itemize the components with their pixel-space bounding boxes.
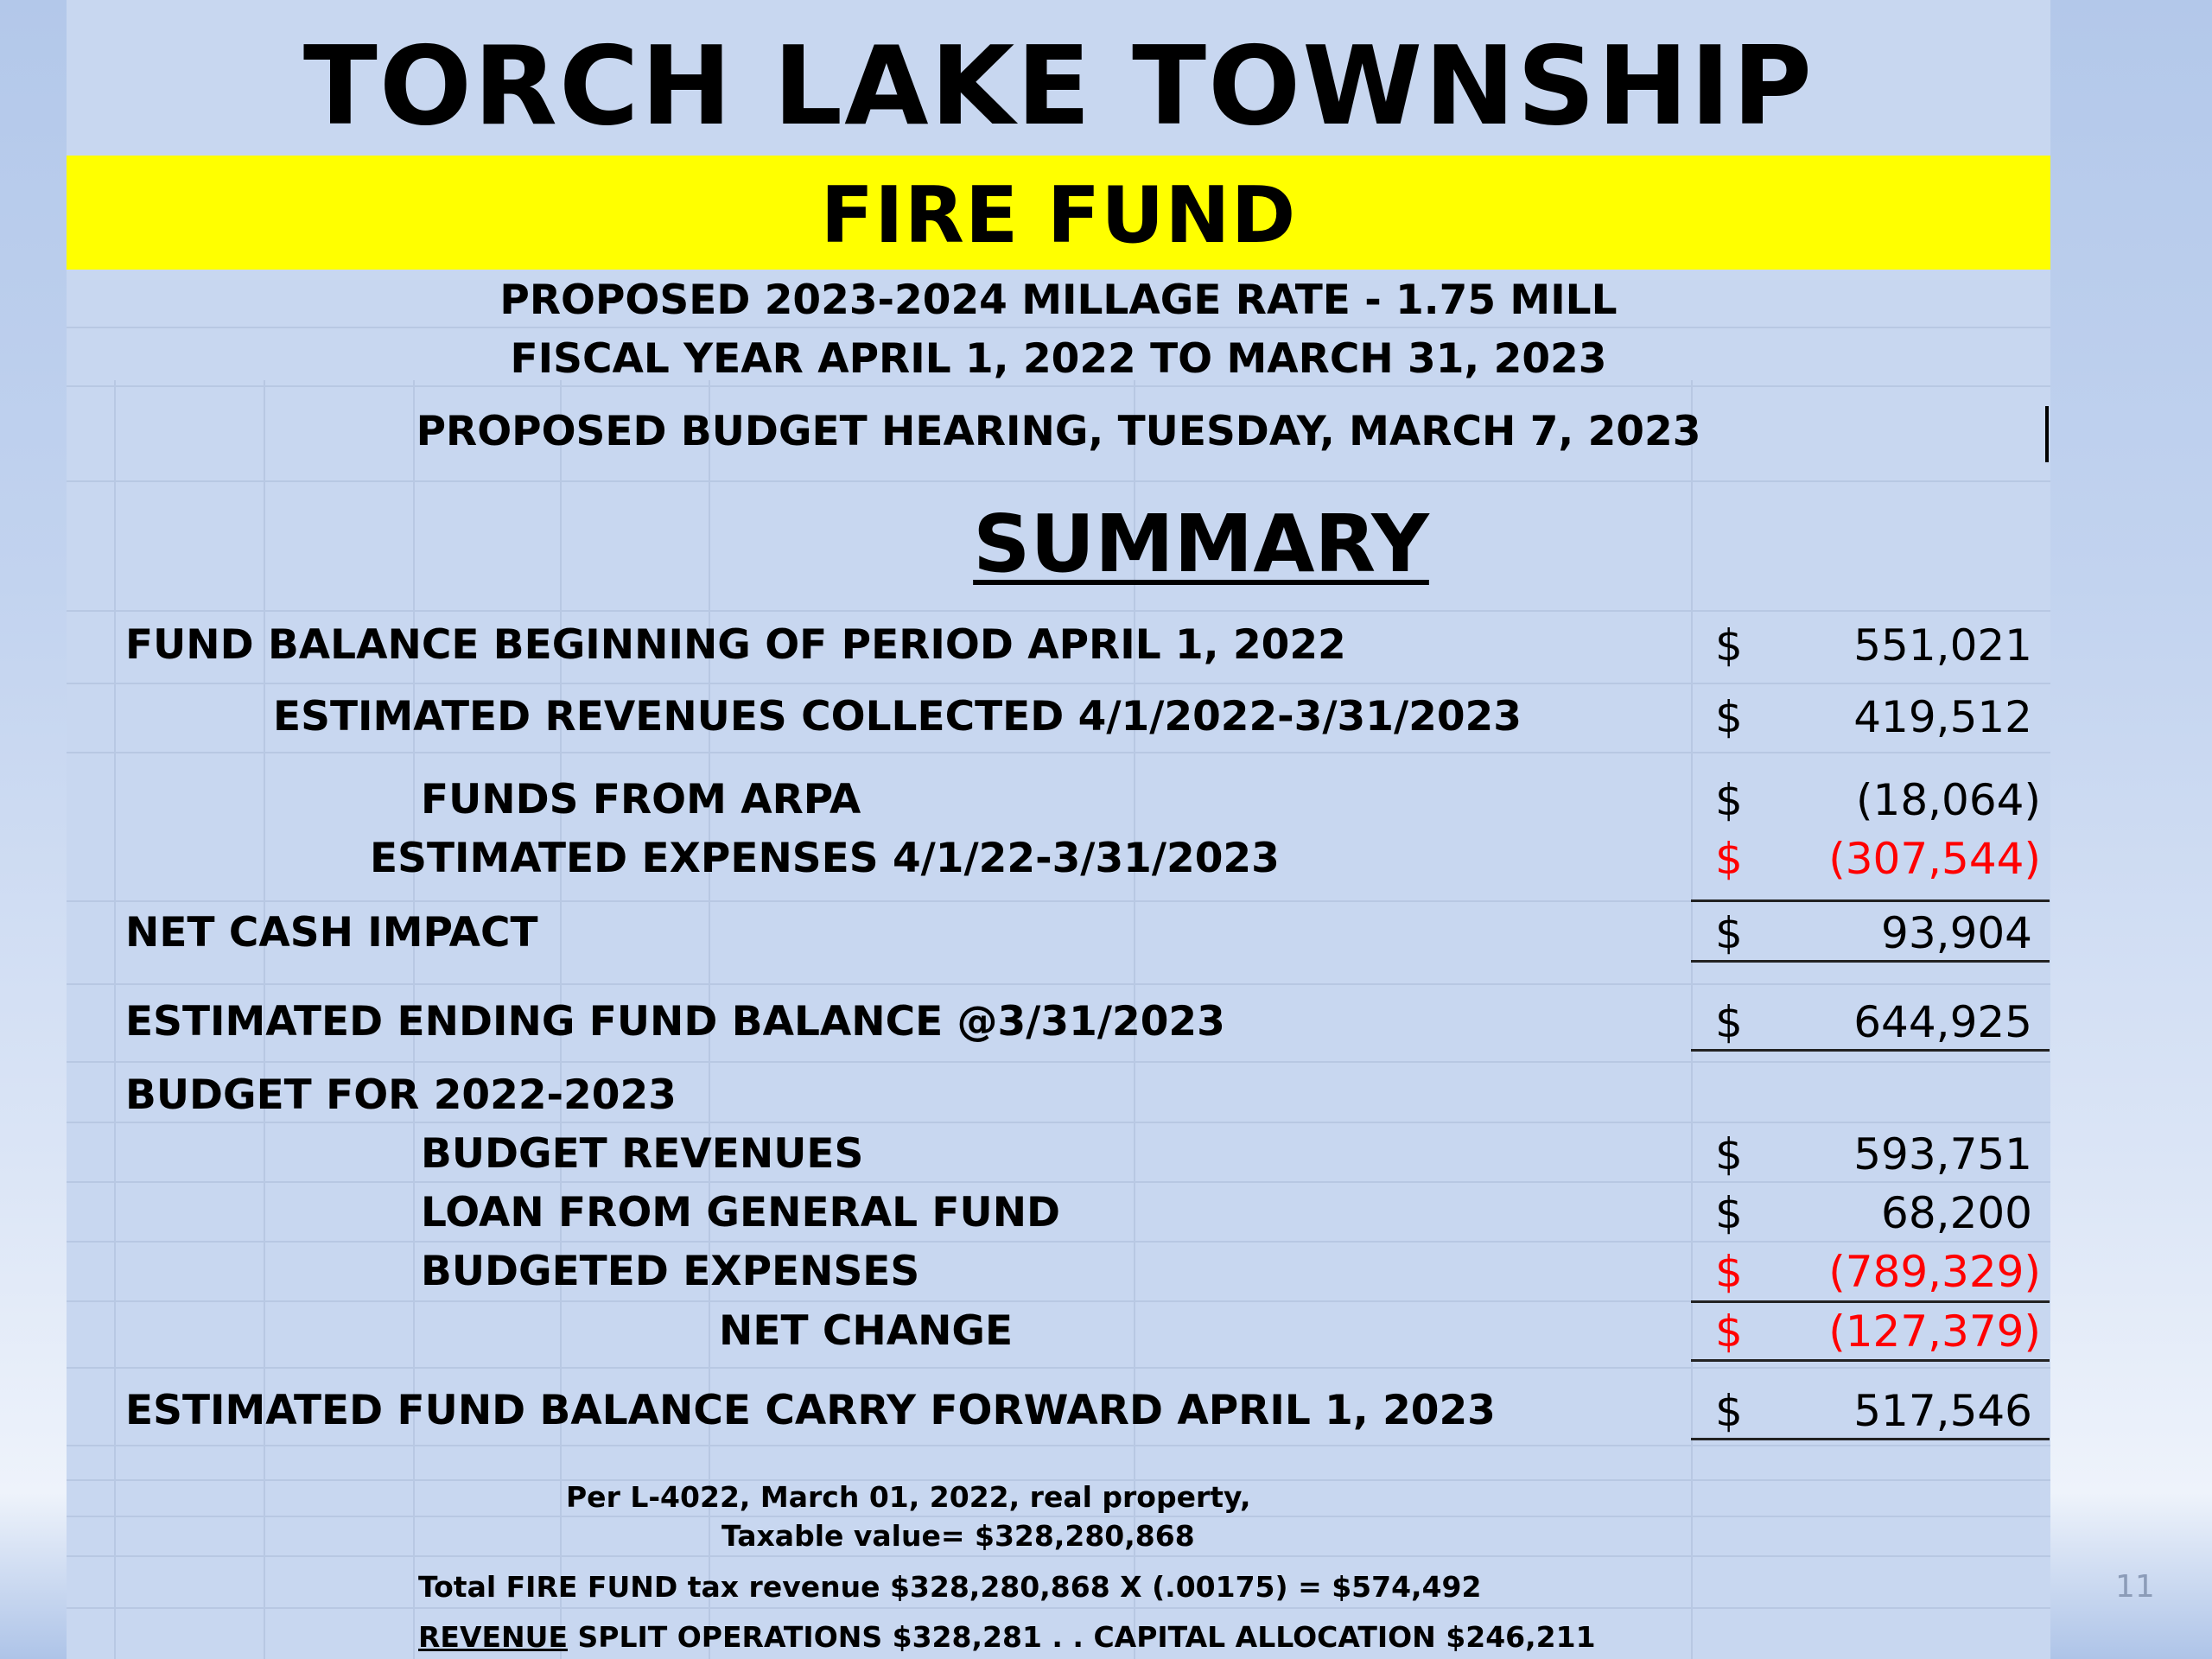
total-rule <box>1691 1049 2050 1052</box>
grid-line <box>67 752 2050 753</box>
grid-line <box>67 610 2050 612</box>
fund-balance-begin-label: FUND BALANCE BEGINNING OF PERIOD APRIL 1, 2022 <box>125 621 1346 669</box>
grid-line <box>67 683 2050 684</box>
dollar-sign: $ <box>1715 775 1743 825</box>
note-revenue-word: REVENUE <box>418 1620 568 1654</box>
net-change-label: NET CHANGE <box>719 1307 1014 1355</box>
fund-name: FIRE FUND <box>820 170 1297 261</box>
millage-rate: PROPOSED 2023-2024 MILLAGE RATE - 1.75 MILL <box>499 276 1618 324</box>
grid-line <box>67 1555 2050 1557</box>
budget-heading: BUDGET FOR 2022-2023 <box>125 1071 677 1119</box>
dollar-sign: $ <box>1715 1247 1743 1297</box>
dollar-sign: $ <box>1715 1188 1743 1238</box>
subtotal-rule <box>1691 1300 2050 1303</box>
arpa-label: FUNDS FROM ARPA <box>421 776 861 823</box>
grid-line <box>67 1367 2050 1369</box>
total-rule <box>1691 960 2050 963</box>
page-number: 11 <box>2115 1569 2155 1605</box>
grid-line <box>114 380 116 1659</box>
grid-line <box>67 1181 2050 1183</box>
note-revenue-split <box>418 1618 1596 1656</box>
dollar-sign: $ <box>1715 692 1743 742</box>
dollar-sign: $ <box>1715 1386 1743 1436</box>
grid-line <box>67 385 2050 387</box>
note-taxable-value: Taxable value= $328,280,868 <box>721 1519 1195 1553</box>
budgeted-expenses-amount: (789,329) <box>1828 1247 2041 1297</box>
grid-line <box>67 1445 2050 1446</box>
budgeted-expenses-label: BUDGETED EXPENSES <box>421 1248 920 1295</box>
arpa-amount: (18,064) <box>1856 775 2041 825</box>
grid-line <box>67 1241 2050 1243</box>
page-title: TORCH LAKE TOWNSHIP <box>302 22 1815 149</box>
dollar-sign: $ <box>1715 620 1743 671</box>
net-change-amount: (127,379) <box>1828 1306 2041 1357</box>
dollar-sign: $ <box>1715 834 1743 884</box>
est-expenses-label: ESTIMATED EXPENSES 4/1/22-3/31/2023 <box>370 835 1280 882</box>
cell-cursor <box>2045 406 2049 462</box>
est-revenues-amount: 419,512 <box>1853 692 2032 742</box>
loan-amount: 68,200 <box>1881 1188 2032 1238</box>
grid-line <box>1691 380 1693 1659</box>
dollar-sign: $ <box>1715 1306 1743 1357</box>
note-split-text: SPLIT OPERATIONS $328,281 . . CAPITAL ALLOCATION $246,211 <box>568 1620 1596 1654</box>
ending-balance-amount: 644,925 <box>1853 997 2032 1047</box>
grid-line <box>67 1122 2050 1123</box>
net-cash-label: NET CASH IMPACT <box>125 909 538 957</box>
grid-line <box>67 1607 2050 1609</box>
budget-revenues-amount: 593,751 <box>1853 1129 2032 1179</box>
est-expenses-amount: (307,544) <box>1828 834 2041 884</box>
grid-line <box>67 327 2050 328</box>
subtotal-rule <box>1691 899 2050 902</box>
fiscal-year: FISCAL YEAR APRIL 1, 2022 TO MARCH 31, 2023 <box>510 335 1607 383</box>
budget-revenues-label: BUDGET REVENUES <box>421 1130 864 1178</box>
dollar-sign: $ <box>1715 1129 1743 1179</box>
fund-balance-begin-amount: 551,021 <box>1853 620 2032 671</box>
note-tax-revenue: Total FIRE FUND tax revenue $328,280,868 X (.00175) = $574,492 <box>418 1570 1482 1604</box>
carry-forward-label: ESTIMATED FUND BALANCE CARRY FORWARD APRIL 1, 2023 <box>125 1387 1496 1434</box>
est-revenues-label: ESTIMATED REVENUES COLLECTED 4/1/2022-3/31/2023 <box>273 693 1522 741</box>
grid-line <box>67 1061 2050 1063</box>
grid-line <box>67 983 2050 985</box>
dollar-sign: $ <box>1715 908 1743 958</box>
net-cash-amount: 93,904 <box>1881 908 2032 958</box>
budget-hearing: PROPOSED BUDGET HEARING, TUESDAY, MARCH 7, 2023 <box>416 408 1701 455</box>
total-rule <box>1691 1359 2050 1362</box>
total-rule <box>1691 1438 2050 1440</box>
carry-forward-amount: 517,546 <box>1853 1386 2032 1436</box>
ending-balance-label: ESTIMATED ENDING FUND BALANCE @3/31/2023 <box>125 998 1225 1046</box>
summary-title: SUMMARY <box>973 498 1429 590</box>
note-property: Per L-4022, March 01, 2022, real property, <box>566 1480 1251 1514</box>
loan-label: LOAN FROM GENERAL FUND <box>421 1189 1061 1236</box>
grid-line <box>67 480 2050 482</box>
dollar-sign: $ <box>1715 997 1743 1047</box>
